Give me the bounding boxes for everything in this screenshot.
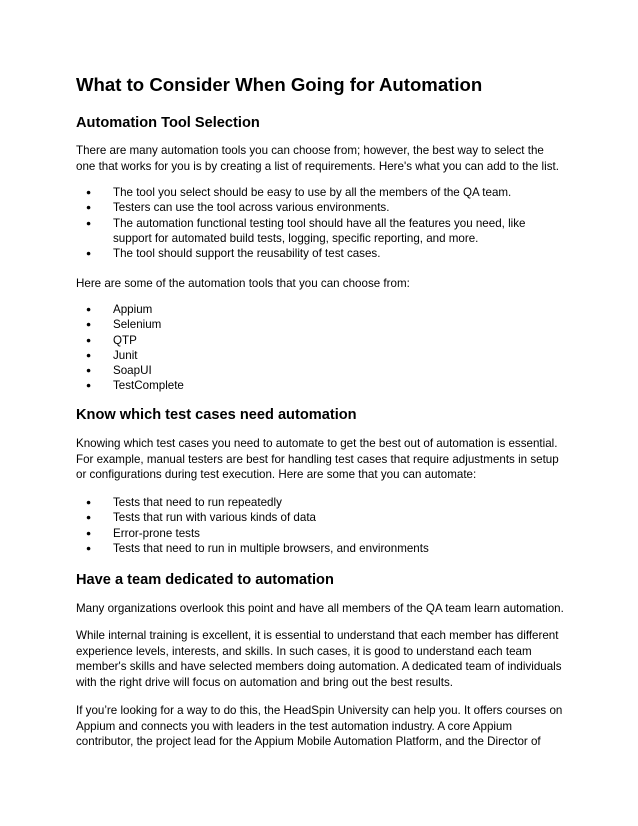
list-item: ● Error-prone tests bbox=[76, 526, 566, 541]
paragraph-tools-intro: Here are some of the automation tools that you can choose from: bbox=[76, 277, 410, 290]
section-heading-dedicated-team: Have a team dedicated to automation bbox=[76, 572, 334, 588]
paragraph-internal-training: While internal training is excellent, it is essential to understand that each member has different experience levels, interests, and skills. In such cases, it is good to understand each team member's skills and have selected members doing automation. A dedicated team of individuals with the right drive will focus on automation and bring out the best results. bbox=[76, 629, 562, 689]
list-item: ● QTP bbox=[76, 333, 566, 348]
section-heading-tool-selection: Automation Tool Selection bbox=[76, 115, 260, 131]
list-item: ● The automation functional testing tool should have all the features you need, like support for automated build tests, logging, specific reporting, and more. bbox=[76, 216, 566, 247]
paragraph-tool-selection-intro: There are many automation tools you can choose from; however, the best way to select the one that works for you is by creating a list of requirements. Here's what you can add to the list. bbox=[76, 144, 559, 173]
automatable-tests-list bbox=[76, 495, 566, 556]
page-title: What to Consider When Going for Automation bbox=[76, 74, 483, 95]
list-item: ● Tests that run with various kinds of data bbox=[76, 510, 566, 525]
list-item: ● Selenium bbox=[76, 317, 566, 332]
list-item: ● Tests that need to run repeatedly bbox=[76, 495, 566, 510]
tools-list bbox=[76, 302, 566, 394]
list-item: ● Tests that need to run in multiple browsers, and environments bbox=[76, 541, 566, 556]
paragraph-dedicated-team-intro: Many organizations overlook this point and have all members of the QA team learn automation. bbox=[76, 602, 564, 615]
section-heading-test-cases: Know which test cases need automation bbox=[76, 407, 357, 423]
requirements-list bbox=[76, 185, 566, 261]
list-item: ● Junit bbox=[76, 348, 566, 363]
list-item: ● The tool should support the reusability of test cases. bbox=[76, 246, 566, 261]
paragraph-test-cases: Knowing which test cases you need to automate to get the best out of automation is essential. For example, manual testers are best for handling test cases that require adjustments in setup or configurations during test execution. Here are some that you can automate: bbox=[76, 437, 559, 482]
paragraph-headspin-university: If you’re looking for a way to do this, the HeadSpin University can help you. It offers courses on Appium and connects you with leaders in the test automation industry. A core Appium contributor, the project lead for the Appium Mobile Automation Platform, and the Director of bbox=[76, 704, 563, 749]
list-item: ● The tool you select should be easy to use by all the members of the QA team. bbox=[76, 185, 566, 200]
list-item: ● Testers can use the tool across various environments. bbox=[76, 200, 566, 215]
list-item: ● Appium bbox=[76, 302, 566, 317]
list-item: ● SoapUI bbox=[76, 363, 566, 378]
list-item: ● TestComplete bbox=[76, 378, 566, 393]
